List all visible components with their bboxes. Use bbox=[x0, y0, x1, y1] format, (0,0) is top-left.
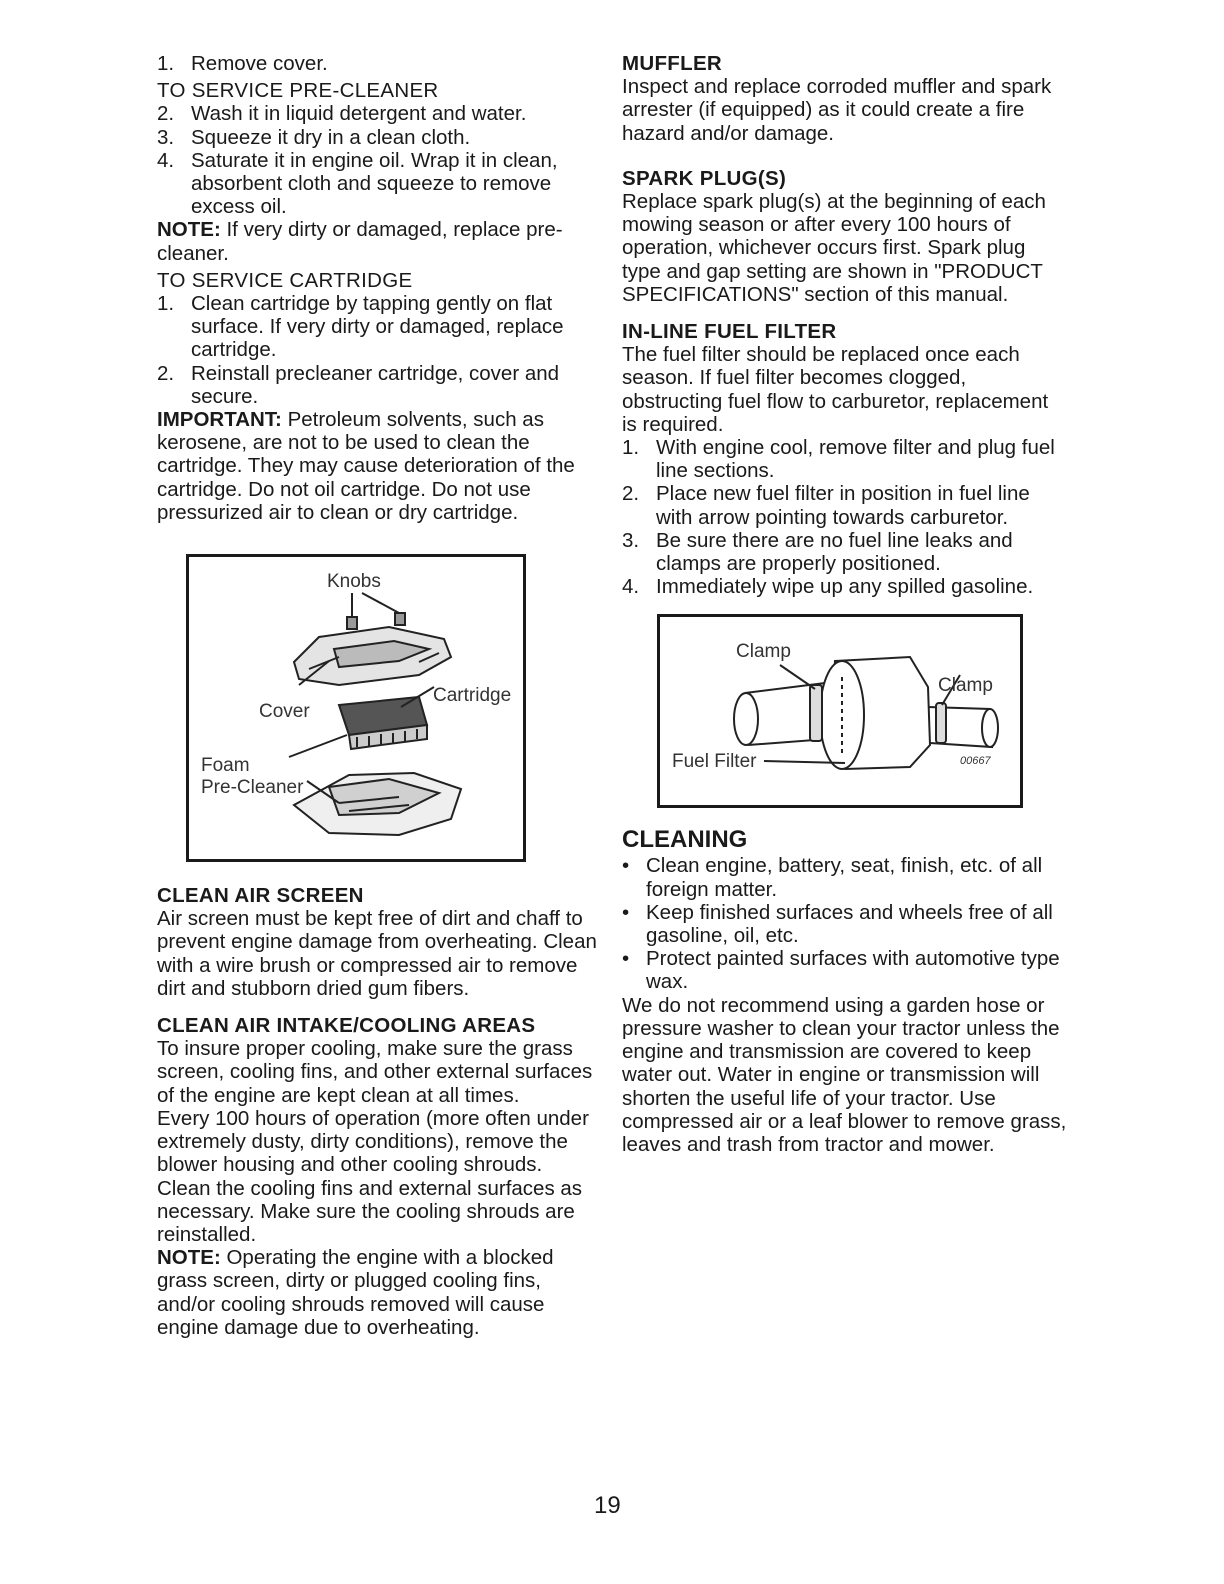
cleaning-heading: CLEANING bbox=[622, 826, 748, 854]
air-screen-heading: CLEAN AIR SCREEN bbox=[157, 884, 364, 908]
cleaning-text: We do not recommend using a garden hose or pressure washer to clean your tractor unless the engine and transmission are covered to keep water out. Water in engine or transmission will shorten the useful life of your tractor. Use compressed air or a leaf blower to remove grass, leaves and trash from tractor and mower. bbox=[622, 993, 1067, 1156]
air-screen-text: Air screen must be kept free of dirt and chaff to prevent engine damage from overheating. Clean with a wire brush or compressed air to remove dirt and stubborn dried gum fibers. bbox=[157, 907, 597, 1000]
list-item: 1. With engine cool, remove filter and plug fuel line sections. bbox=[622, 436, 1055, 483]
important-note: IMPORTANT: Petroleum solvents, such as kerosene, are not to be used to clean the cartridge. They may cause deterioration of the cartridge. Do not oil cartridge. Do not use pressurized air to clean or dry cartridge. bbox=[157, 408, 575, 524]
spark-plug-text: Replace spark plug(s) at the beginning of each mowing season or after every 100 hours of operation, whichever occurs first. Spark plug type and gap setting are shown in "PRODUCT SPECIFICATIONS" section of this manual. bbox=[622, 190, 1046, 306]
fuel-filter-illustration bbox=[660, 617, 1020, 805]
fuel-filter-steps bbox=[622, 436, 1067, 598]
cartridge-heading: TO SERVICE CARTRIDGE bbox=[157, 268, 413, 292]
pre-cleaner-steps bbox=[157, 102, 597, 218]
label-pre-cleaner: Pre-Cleaner bbox=[201, 777, 304, 799]
intake-text-1: To insure proper cooling, make sure the grass screen, cooling fins, and other external surfaces of the engine are kept clean at all times. bbox=[157, 1037, 593, 1107]
list-item: 3. Squeeze it dry in a clean cloth. bbox=[157, 125, 471, 149]
note-overheating: NOTE: Operating the engine with a blocked grass screen, dirty or plugged cooling fins, and/or cooling shrouds removed will cause engine damage due to overheating. bbox=[157, 1246, 554, 1339]
muffler-text: Inspect and replace corroded muffler and spark arrester (if equipped) as it could create a fire hazard and/or damage. bbox=[622, 75, 1052, 145]
list-item: 4. Immediately wipe up any spilled gasoline. bbox=[622, 575, 1034, 599]
list-item: 3. Be sure there are no fuel line leaks and clamps are properly positioned. bbox=[622, 528, 1013, 576]
step-remove-cover: 1. Remove cover. bbox=[157, 52, 328, 75]
page-number: 19 bbox=[594, 1492, 621, 1519]
list-item: 1. Clean cartridge by tapping gently on flat surface. If very dirty or damaged, replace cartridge. bbox=[157, 292, 564, 362]
bullet-icon: • bbox=[622, 900, 630, 924]
air-cleaner-illustration bbox=[189, 557, 523, 859]
list-item: • Clean engine, battery, seat, finish, etc. of all foreign matter. bbox=[622, 854, 1043, 901]
fuel-filter-text: The fuel filter should be replaced once each season. If fuel filter becomes clogged, obstructing fuel flow to carburetor, replacement is required. bbox=[622, 343, 1049, 436]
label-figure-code: 00667 bbox=[960, 755, 991, 768]
list-item: • Protect painted surfaces with automotive type wax. bbox=[622, 947, 1060, 994]
bullet-icon: • bbox=[622, 947, 630, 971]
muffler-heading: MUFFLER bbox=[622, 52, 723, 75]
list-item: 2. Reinstall precleaner cartridge, cover and secure. bbox=[157, 361, 560, 408]
label-knobs: Knobs bbox=[327, 571, 381, 593]
fuel-filter-figure bbox=[657, 614, 1023, 808]
pre-cleaner-heading: TO SERVICE PRE-CLEANER bbox=[157, 79, 439, 103]
spark-plug-heading: SPARK PLUG(S) bbox=[622, 166, 787, 190]
note-pre-cleaner: NOTE: If very dirty or damaged, replace pre-cleaner. bbox=[157, 218, 563, 265]
air-cleaner-figure bbox=[186, 554, 526, 862]
left-column bbox=[157, 52, 597, 1339]
label-clamp-right: Clamp bbox=[938, 675, 993, 697]
list-item: • Keep finished surfaces and wheels free of all gasoline, oil, etc. bbox=[622, 900, 1053, 948]
label-fuel-filter: Fuel Filter bbox=[672, 751, 757, 773]
intake-heading: CLEAN AIR INTAKE/COOLING AREAS bbox=[157, 1014, 536, 1038]
label-foam: Foam bbox=[201, 755, 250, 777]
list-item: 4. Saturate it in engine oil. Wrap it in clean, absorbent cloth and squeeze to remove excess oil. bbox=[157, 148, 558, 219]
fuel-filter-heading: IN-LINE FUEL FILTER bbox=[622, 320, 837, 344]
intake-text-2: Every 100 hours of operation (more often under extremely dusty, dirty conditions), remove the blower housing and other cooling shrouds. Clean the cooling fins and external surfaces as necessary. Make sure the cooling shrouds are reinstalled. bbox=[157, 1106, 589, 1246]
list-item: 2. Wash it in liquid detergent and water. bbox=[157, 102, 527, 126]
label-cartridge: Cartridge bbox=[433, 685, 512, 707]
label-cover: Cover bbox=[259, 701, 310, 723]
cartridge-steps bbox=[157, 292, 597, 408]
bullet-icon: • bbox=[622, 854, 630, 878]
right-column bbox=[622, 52, 1067, 1156]
cleaning-bullets bbox=[622, 854, 1067, 993]
list-item: 2. Place new fuel filter in position in fuel line with arrow pointing towards carburetor. bbox=[622, 482, 1030, 529]
label-clamp-left: Clamp bbox=[736, 641, 791, 663]
